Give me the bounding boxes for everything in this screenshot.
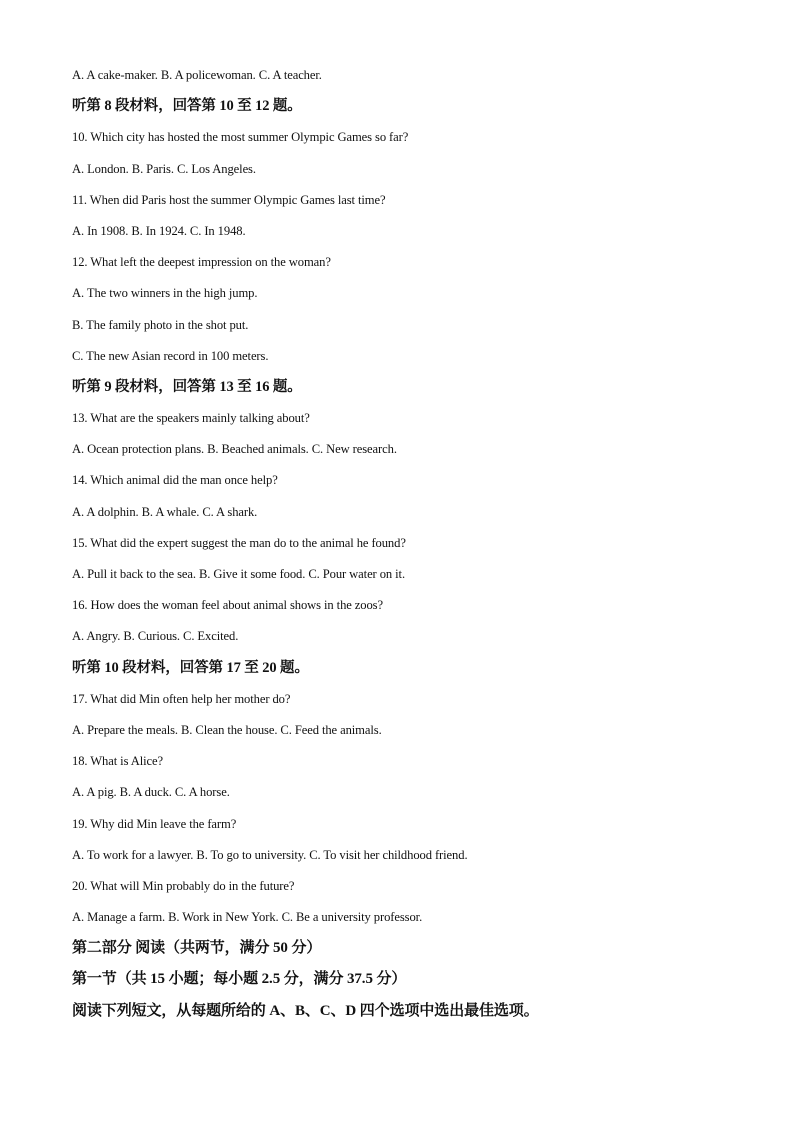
answer-options-q16: A. Angry. B. Curious. C. Excited. [72, 629, 239, 644]
answer-options-q13: A. Ocean protection plans. B. Beached animals. C. New research. [72, 442, 397, 457]
question-14: 14. Which animal did the man once help? [72, 473, 278, 488]
answer-option-q12-a: A. The two winners in the high jump. [72, 286, 258, 301]
answer-options-q19: A. To work for a lawyer. B. To go to university. C. To visit her childhood friend. [72, 847, 468, 862]
question-19: 19. Why did Min leave the farm? [72, 816, 237, 831]
answer-option-q12-c: C. The new Asian record in 100 meters. [72, 348, 269, 363]
question-15: 15. What did the expert suggest the man do to the animal he found? [72, 535, 406, 550]
part-two-reading-heading: 第二部分 阅读（共两节，满分 50 分） [72, 940, 322, 957]
answer-options-q14: A. A dolphin. B. A whale. C. A shark. [72, 504, 258, 519]
answer-option-q12-b: B. The family photo in the shot put. [72, 317, 249, 332]
question-10: 10. Which city has hosted the most summer Olympic Games so far? [72, 130, 409, 145]
question-12: 12. What left the deepest impression on the woman? [72, 255, 331, 270]
question-13: 13. What are the speakers mainly talking about? [72, 411, 310, 426]
question-17: 17. What did Min often help her mother do? [72, 691, 291, 706]
question-20: 20. What will Min probably do in the future? [72, 878, 295, 893]
section-heading-passage-8: 听第 8 段材料，回答第 10 至 12 题。 [72, 98, 302, 115]
reading-instructions: 阅读下列短文，从每题所给的 A、B、C、D 四个选项中选出最佳选项。 [72, 1002, 539, 1019]
answer-options-q9: A. A cake-maker. B. A policewoman. C. A teacher. [72, 68, 322, 82]
answer-options-q15: A. Pull it back to the sea. B. Give it some food. C. Pour water on it. [72, 567, 405, 581]
question-11: 11. When did Paris host the summer Olympic Games last time? [72, 192, 386, 207]
question-16: 16. How does the woman feel about animal shows in the zoos? [72, 598, 383, 613]
document-page [72, 62, 732, 1029]
answer-options-q17: A. Prepare the meals. B. Clean the house. C. Feed the animals. [72, 722, 382, 737]
section-one-heading: 第一节（共 15 小题；每小题 2.5 分，满分 37.5 分） [72, 971, 407, 988]
answer-options-q18: A. A pig. B. A duck. C. A horse. [72, 785, 230, 800]
question-18: 18. What is Alice? [72, 754, 163, 769]
answer-options-q11: A. In 1908. B. In 1924. C. In 1948. [72, 223, 246, 238]
section-heading-passage-9: 听第 9 段材料，回答第 13 至 16 题。 [72, 378, 302, 395]
answer-options-q10: A. London. B. Paris. C. Los Angeles. [72, 161, 256, 176]
section-heading-passage-10: 听第 10 段材料，回答第 17 至 20 题。 [72, 659, 309, 676]
answer-options-q20: A. Manage a farm. B. Work in New York. C. Be a university professor. [72, 910, 423, 925]
